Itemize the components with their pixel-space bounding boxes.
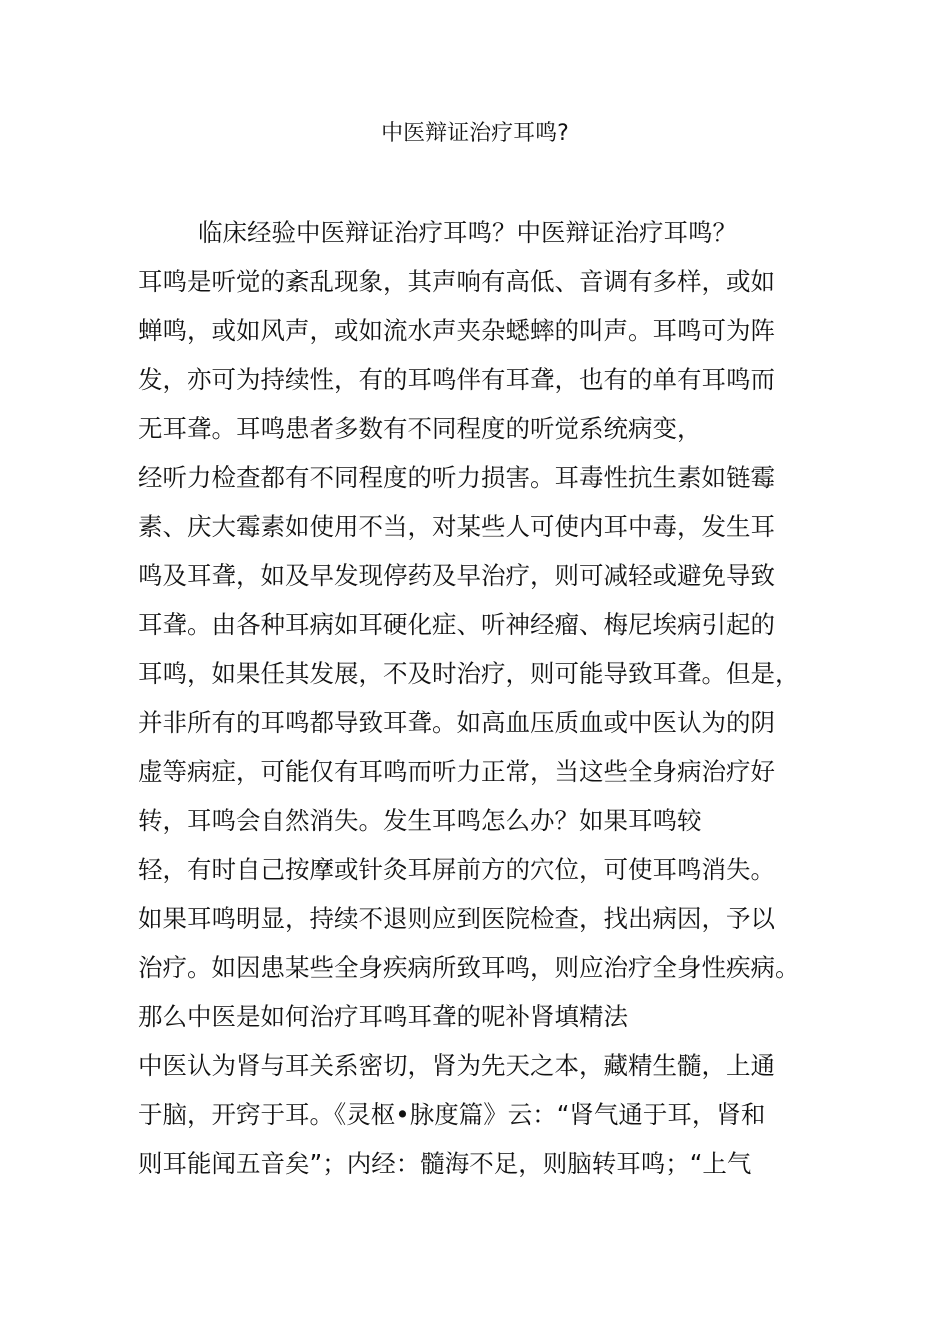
- text-line: 发，亦可为持续性，有的耳鸣伴有耳聋，也有的单有耳鸣而: [138, 365, 775, 394]
- text-line: 治疗。如因患某些全身疾病所致耳鸣，则应治疗全身性疾病。: [138, 953, 800, 982]
- text-line: 轻，有时自己按摩或针灸耳屏前方的穴位，可使耳鸣消失。: [138, 855, 775, 884]
- text-line: 耳鸣，如果任其发展，不及时治疗，则可能导致耳聋。但是，: [138, 659, 800, 688]
- text-line: 经听力检查都有不同程度的听力损害。耳毒性抗生素如链霉: [138, 463, 775, 492]
- document-title: 中医辩证治疗耳鸣?: [381, 121, 569, 146]
- text-line: 耳鸣是听觉的紊乱现象，其声响有高低、音调有多样，或如: [138, 267, 775, 296]
- text-line: 于脑，开窍于耳。《灵枢•脉度篇》云：“肾气通于耳，肾和: [138, 1100, 766, 1129]
- text-line: 转，耳鸣会自然消失。发生耳鸣怎么办？如果耳鸣较: [138, 806, 702, 835]
- text-line: 如果耳鸣明显，持续不退则应到医院检查，找出病因，予以: [138, 904, 775, 933]
- document-body: [138, 215, 828, 1195]
- text-line: 临床经验中医辩证治疗耳鸣？中医辩证治疗耳鸣？: [198, 218, 737, 247]
- text-line: 耳聋。由各种耳病如耳硬化症、听神经瘤、梅尼埃病引起的: [138, 610, 775, 639]
- text-line: 则耳能闻五音矣”；内经：髓海不足，则脑转耳鸣；“上气: [138, 1149, 752, 1178]
- text-line: 那么中医是如何治疗耳鸣耳聋的呢补肾填精法: [138, 1002, 628, 1031]
- text-line: 虚等病症，可能仅有耳鸣而听力正常，当这些全身病治疗好: [138, 757, 775, 786]
- text-line: 无耳聋。耳鸣患者多数有不同程度的听觉系统病变，: [138, 414, 702, 443]
- text-line: 中医认为肾与耳关系密切，肾为先天之本，藏精生髓，上通: [138, 1051, 775, 1080]
- text-line: 并非所有的耳鸣都导致耳聋。如高血压质血或中医认为的阴: [138, 708, 775, 737]
- text-line: 鸣及耳聋，如及早发现停药及早治疗，则可减轻或避免导致: [138, 561, 775, 590]
- text-line: 蝉鸣，或如风声，或如流水声夹杂蟋蟀的叫声。耳鸣可为阵: [138, 316, 775, 345]
- text-line: 素、庆大霉素如使用不当，对某些人可使内耳中毒，发生耳: [138, 512, 775, 541]
